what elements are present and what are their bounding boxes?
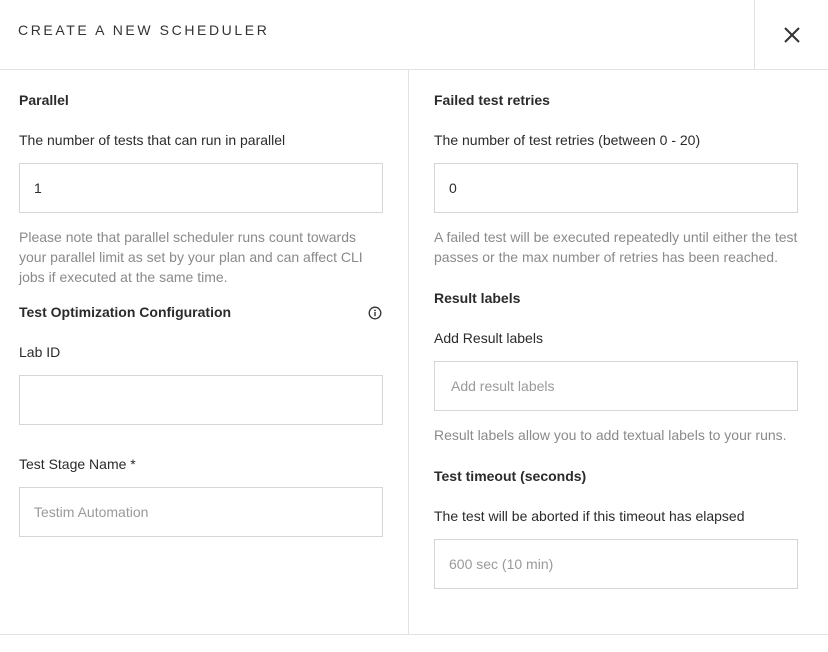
retries-input[interactable] [434, 163, 798, 213]
result-labels-label: Add Result labels [434, 330, 543, 346]
result-labels-input[interactable] [434, 361, 798, 411]
timeout-input[interactable] [434, 539, 798, 589]
dialog-header [0, 0, 828, 70]
retries-note: A failed test will be executed repeatedly until either the test passes or the max number of retries has been reached. [434, 229, 798, 265]
column-divider [408, 70, 409, 634]
timeout-label: The test will be aborted if this timeout has elapsed [434, 508, 745, 524]
close-button[interactable] [754, 0, 828, 69]
dialog-title: CREATE A NEW SCHEDULER [18, 22, 270, 38]
parallel-label: The number of tests that can run in parallel [19, 132, 286, 148]
close-icon[interactable] [783, 26, 801, 44]
retries-label: The number of test retries (between 0 - 20) [434, 132, 701, 148]
parallel-note: Please note that parallel scheduler runs count towards your parallel limit as set by your plan and can affect CLI jobs if executed at the same time. [19, 229, 363, 285]
retries-title: Failed test retries [434, 92, 550, 108]
lab-id-input[interactable] [19, 375, 383, 425]
test-stage-label: Test Stage Name * [19, 456, 136, 472]
footer-divider [0, 634, 828, 635]
result-labels-note: Result labels allow you to add textual labels to your runs. [434, 427, 787, 443]
parallel-input[interactable] [19, 163, 383, 213]
info-icon[interactable] [368, 306, 382, 320]
lab-id-label: Lab ID [19, 344, 61, 360]
test-optimization-title: Test Optimization Configuration [19, 304, 232, 320]
parallel-title: Parallel [19, 92, 69, 108]
timeout-title: Test timeout (seconds) [434, 468, 587, 484]
test-stage-input[interactable] [19, 487, 383, 537]
result-labels-title: Result labels [434, 290, 521, 306]
